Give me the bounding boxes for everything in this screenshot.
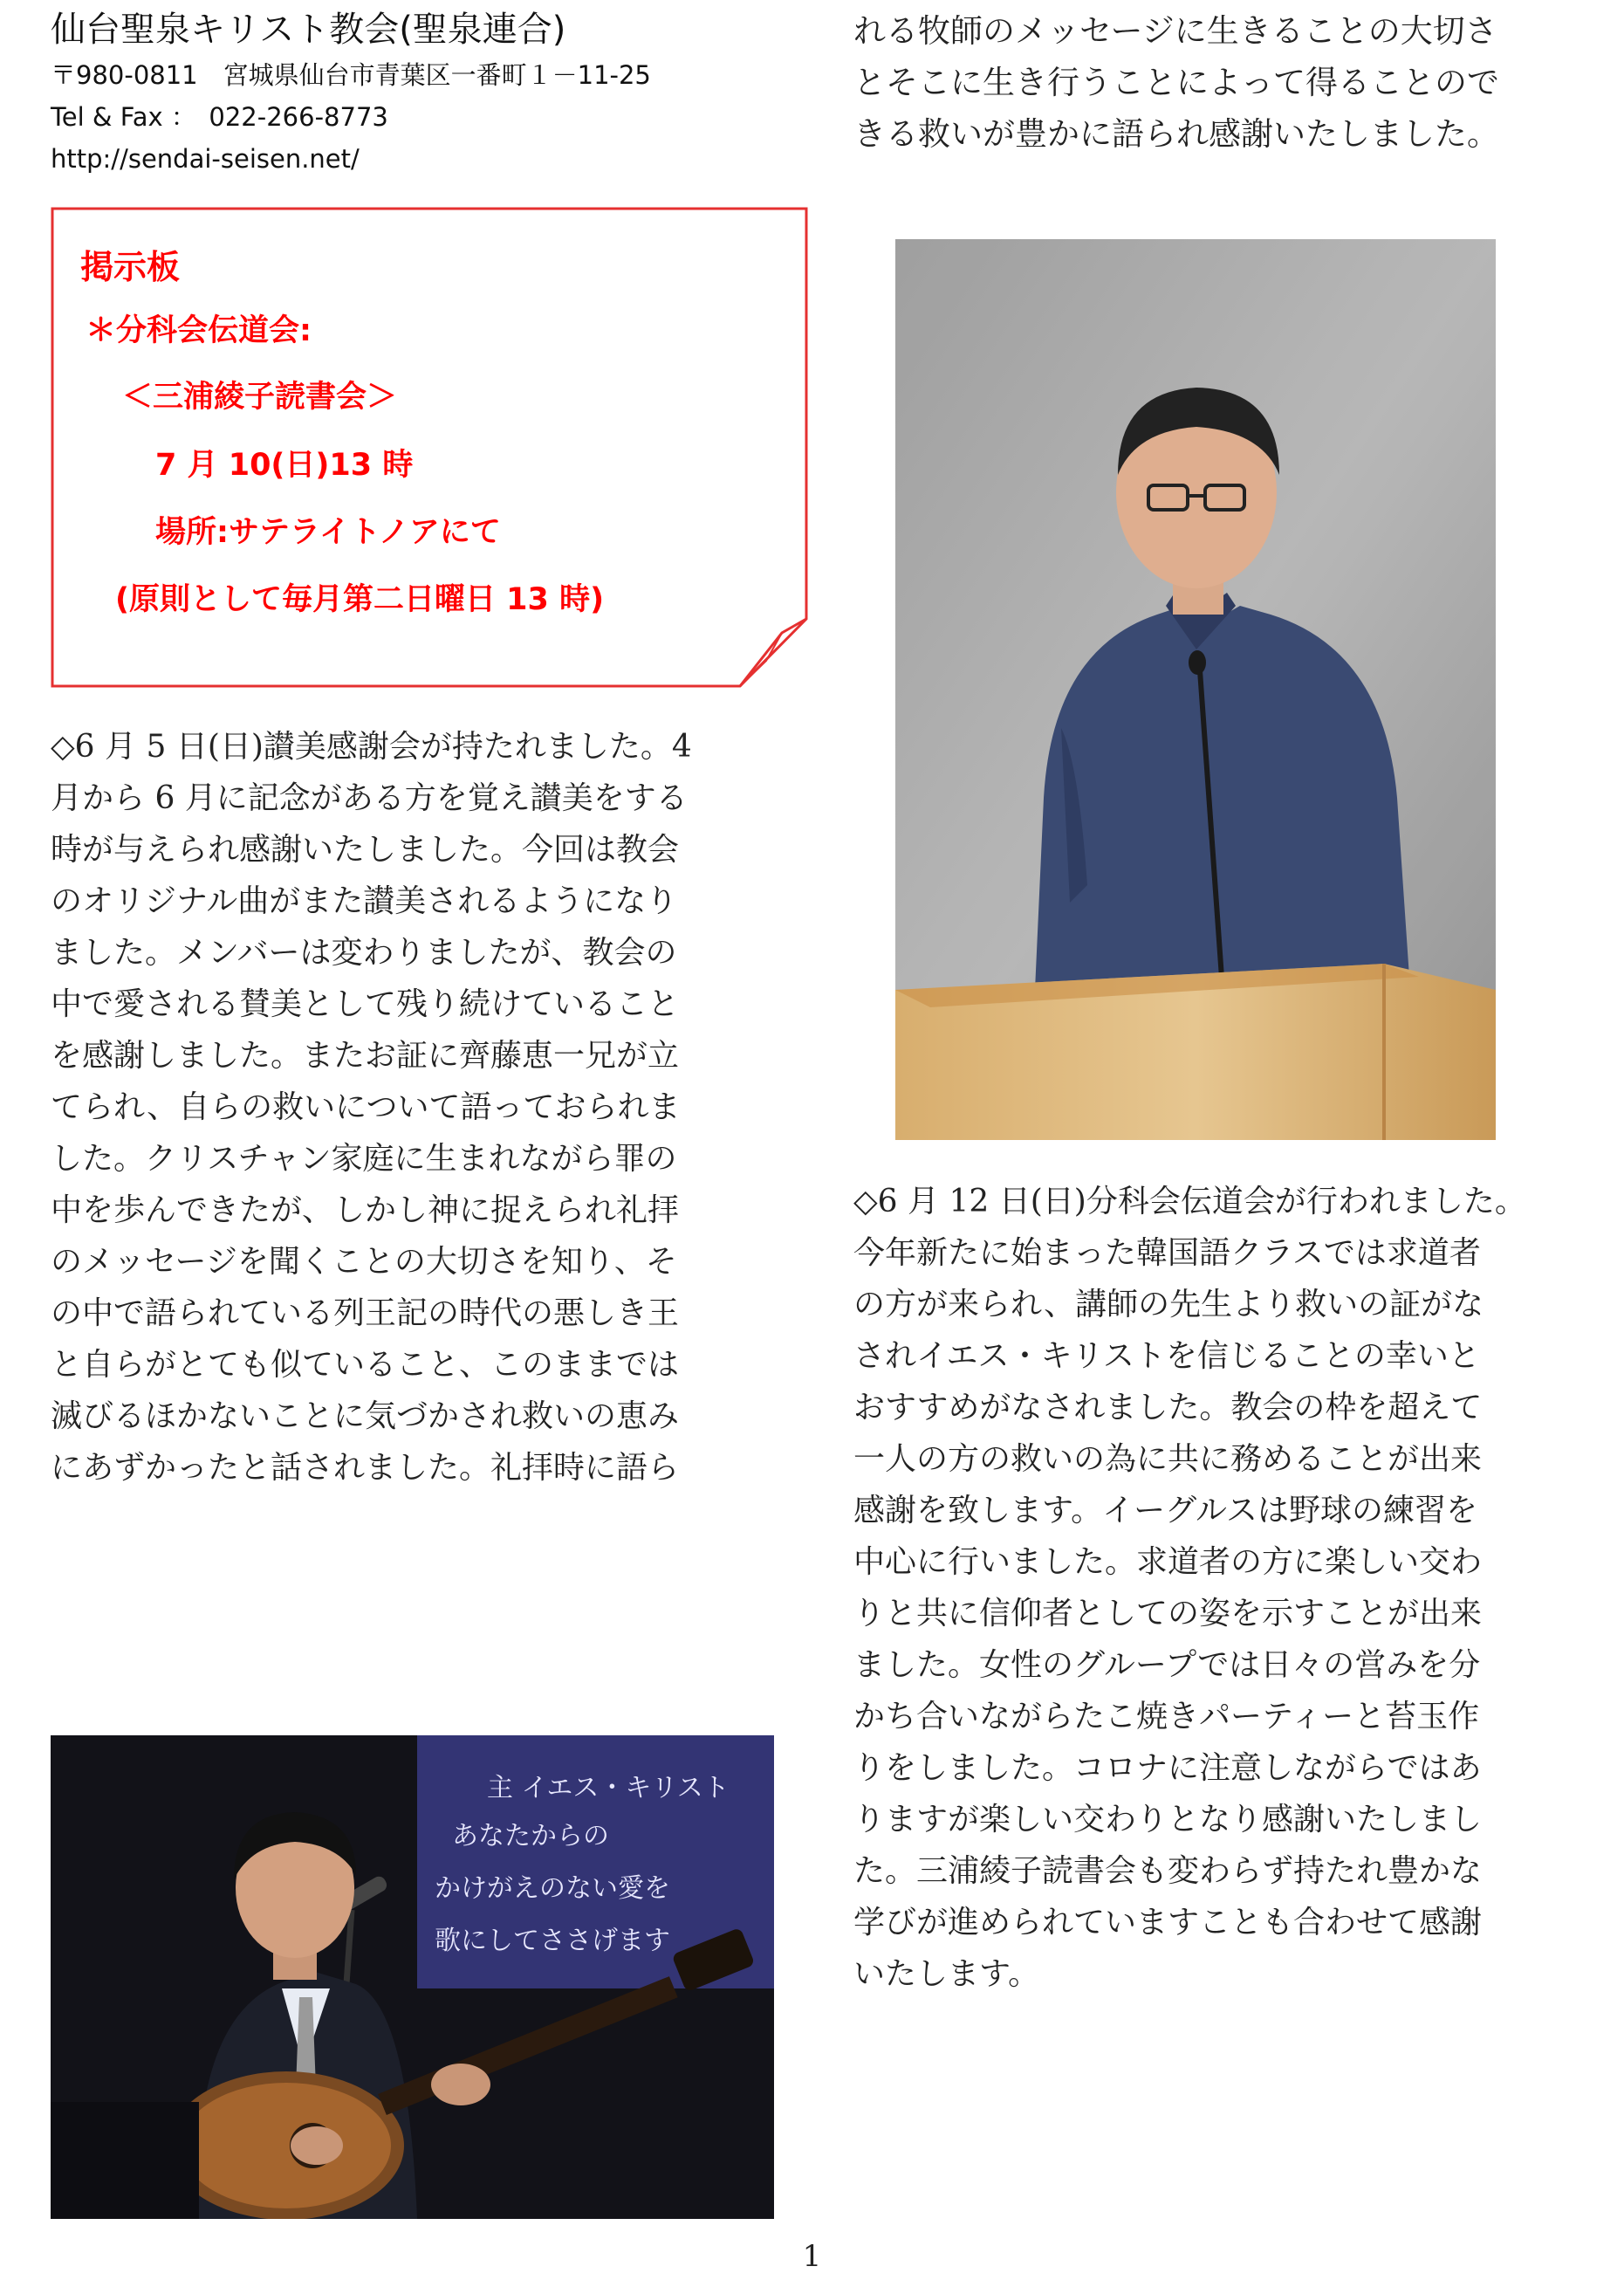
article-line: りと共に信仰者としての姿を示すことが出来 bbox=[853, 1596, 1483, 1631]
article-line: と自らがとても似ていること、このままでは bbox=[51, 1347, 680, 1383]
church-header bbox=[51, 5, 651, 180]
singer-photo bbox=[51, 1735, 774, 2219]
article-line: されイエス・キリストを信じることの幸いと bbox=[853, 1338, 1480, 1374]
article-line: した。クリスチャン家庭に生まれながら罪の bbox=[51, 1141, 677, 1177]
article-line: りをしました。コロナに注意しながらではあ bbox=[853, 1750, 1482, 1786]
article-line: 時が与えられ感謝いたしました。今回は教会 bbox=[51, 832, 680, 868]
church-name: 仙台聖泉キリスト教会(聖泉連合) bbox=[51, 10, 566, 50]
article-line: 学びが進められていますことも合わせて感謝 bbox=[853, 1905, 1483, 1940]
bulletin-line: ＜三浦綾子読書会＞ bbox=[122, 380, 398, 415]
article-line: にあずかったと話されました。礼拝時に語ら bbox=[51, 1450, 680, 1486]
article-line: 月から 6 月に記念がある方を覚え讃美をする bbox=[51, 780, 688, 816]
article-line: の中で語られている列王記の時代の悪しき王 bbox=[51, 1295, 680, 1331]
article-line: 一人の方の救いの為に共に務めることが出来 bbox=[853, 1441, 1483, 1477]
speaker-photo bbox=[895, 239, 1496, 1140]
bulletin-board bbox=[51, 207, 810, 688]
article-line: ◇6 月 5 日(日)讃美感謝会が持たれました。4 bbox=[51, 729, 692, 765]
article-line: のオリジナル曲がまた讃美されるようになり bbox=[51, 883, 678, 919]
article-line: とそこに生き行うことによって得ることので bbox=[853, 64, 1499, 101]
article-line: 感謝を致します。イーグルスは野球の練習を bbox=[853, 1493, 1477, 1528]
article-line: のメッセージを聞くことの大切さを知り、そ bbox=[51, 1244, 677, 1280]
article-line: 滅びるほかないことに気づかされ救いの恵み bbox=[51, 1398, 680, 1434]
screen-line: 主 イエス・キリスト bbox=[487, 1773, 730, 1803]
article-line: りますが楽しい交わりとなり感謝いたしまし bbox=[853, 1802, 1483, 1837]
church-address: 〒980-0811 宮城県仙台市青葉区一番町１－11-25 bbox=[51, 60, 651, 90]
article-line: かち合いながらたこ焼きパーティーと苔玉作 bbox=[853, 1699, 1480, 1734]
page-number: 1 bbox=[802, 2239, 822, 2274]
article-line: おすすめがなされました。教会の枠を超えて bbox=[853, 1390, 1483, 1425]
article-line: いたします。 bbox=[853, 1956, 1040, 1992]
bulletin-line: 場所:サテライトノアにて bbox=[155, 515, 501, 550]
article-line: の方が来られ、講師の先生より救いの証がな bbox=[853, 1287, 1484, 1322]
article-line: ました。メンバーは変わりましたが、教会の bbox=[51, 935, 677, 971]
bulletin-line: ＊分科会伝道会: bbox=[86, 313, 312, 348]
article-line: 中で愛される賛美として残り続けていること bbox=[51, 986, 680, 1022]
screen-line: あなたからの bbox=[452, 1821, 609, 1851]
article-line: れる牧師のメッセージに生きることの大切さ bbox=[853, 12, 1497, 50]
article-line: てられ、自らの救いについて語っておられま bbox=[51, 1089, 681, 1125]
article-line: きる救いが豊かに語られ感謝いたしました。 bbox=[853, 115, 1499, 153]
bulletin-board-title: 掲示板 bbox=[80, 248, 181, 286]
article-line: ました。女性のグループでは日々の営みを分 bbox=[853, 1647, 1481, 1683]
church-tel-fax: Tel & Fax ： 022-266-8773 bbox=[51, 102, 388, 132]
bulletin-line: 7 月 10(日)13 時 bbox=[155, 448, 414, 483]
left-article bbox=[51, 721, 692, 1494]
article-line: 中を歩んできたが、しかし神に捉えられ礼拝 bbox=[51, 1192, 680, 1228]
article-line: 中心に行いました。求道者の方に楽しい交わ bbox=[853, 1544, 1483, 1580]
article-line: た。三浦綾子読書会も変わらず持たれ豊かな bbox=[853, 1853, 1483, 1889]
screen-line: かけがえのない愛を bbox=[435, 1873, 670, 1904]
right-top-text bbox=[853, 5, 1499, 160]
bulletin-line: (原則として毎月第二日曜日 13 時) bbox=[115, 582, 605, 617]
article-line: を感謝しました。またお証に齊藤恵一兄が立 bbox=[51, 1038, 680, 1074]
church-website[interactable]: http://sendai-seisen.net/ bbox=[51, 144, 360, 174]
right-article bbox=[853, 1176, 1526, 2000]
article-line: ◇6 月 12 日(日)分科会伝道会が行われました。 bbox=[853, 1184, 1526, 1219]
article-line: 今年新たに始まった韓国語クラスでは求道者 bbox=[853, 1235, 1481, 1271]
screen-line: 歌にしてささげます bbox=[435, 1926, 670, 1956]
